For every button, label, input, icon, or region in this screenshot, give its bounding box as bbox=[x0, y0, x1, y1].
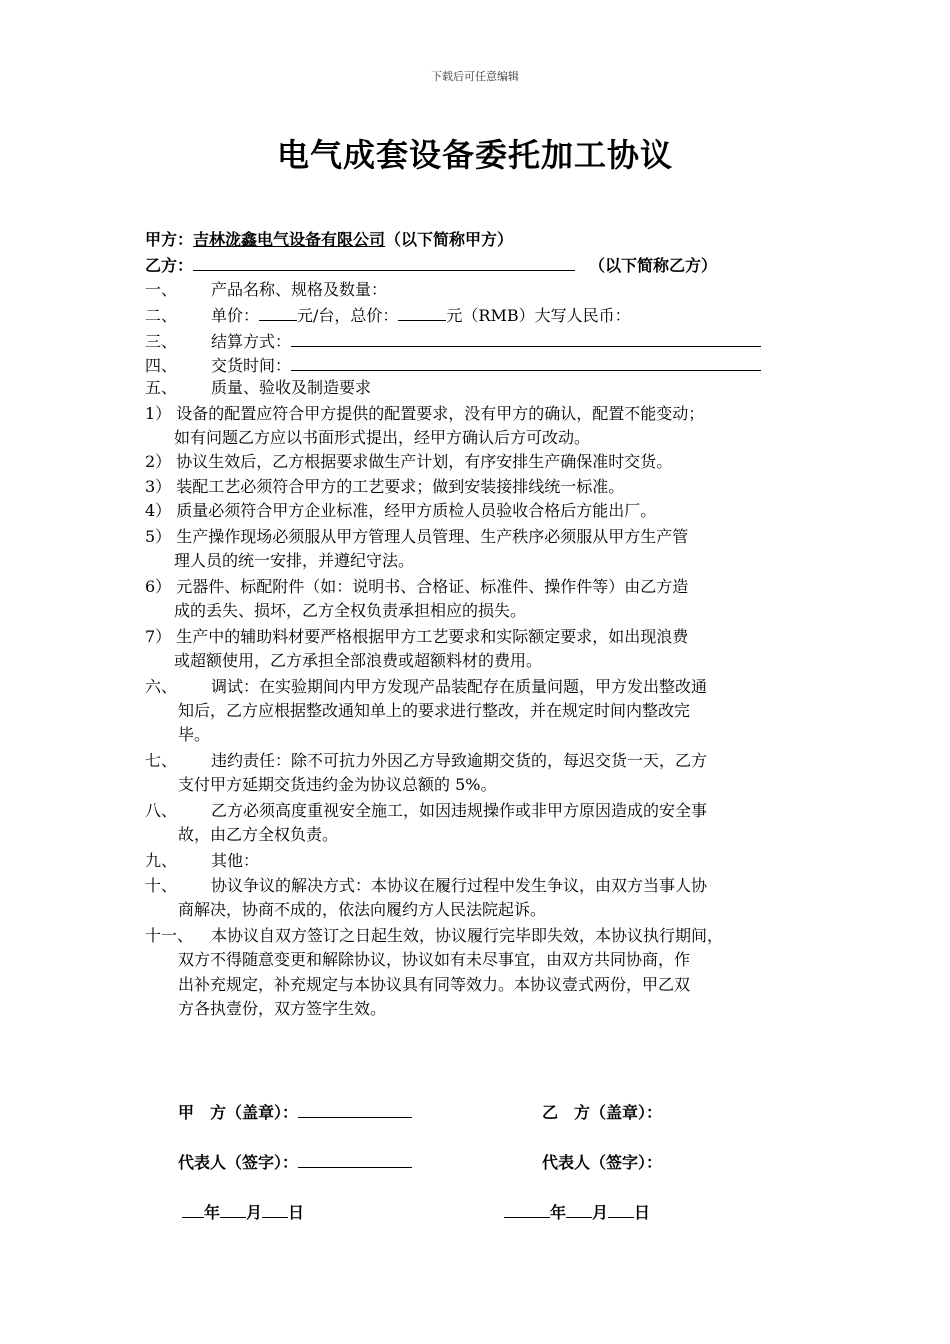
unit-price-blank[interactable] bbox=[259, 304, 297, 321]
clause-11-line-1: 本协议自双方签订之日起生效，协议履行完毕即失效，本协议执行期间， bbox=[211, 926, 724, 945]
clause-7-line-1: 违约责任：除不可抗力外因乙方导致逾期交货的，每迟交货一天，乙方 bbox=[211, 751, 708, 770]
party-a-year-blank[interactable] bbox=[182, 1201, 204, 1218]
total-price-blank[interactable] bbox=[398, 304, 446, 321]
sub-item-1: 1） 设备的配置应符合甲方提供的配置要求，没有甲方的确认，配置不能变动； bbox=[145, 404, 705, 423]
clause-9-num: 九、 bbox=[145, 851, 178, 870]
party-a-year-label: 年 bbox=[204, 1203, 221, 1222]
sub-item-4: 4） 质量必须符合甲方企业标准，经甲方质检人员验收合格后方能出厂。 bbox=[145, 501, 657, 520]
party-b-year-label: 年 bbox=[550, 1203, 567, 1222]
party-b-blank[interactable] bbox=[193, 254, 575, 271]
party-b-day-label: 日 bbox=[634, 1203, 651, 1222]
party-b-line bbox=[145, 254, 717, 276]
party-a-line bbox=[145, 230, 513, 250]
party-a-rep-blank[interactable] bbox=[298, 1151, 412, 1168]
item-2 bbox=[145, 304, 631, 326]
item-1-num: 一、 bbox=[145, 280, 178, 299]
clause-10-line-2: 商解决，协商不成的，依法向履约方人民法院起诉。 bbox=[178, 900, 547, 919]
sub-item-7: 7） 生产中的辅助料材要严格根据甲方工艺要求和实际额定要求，如出现浪费 bbox=[145, 627, 689, 646]
item-4-text: 交货时间： bbox=[211, 356, 292, 375]
party-b-seal-label: 乙 方（盖章）： bbox=[542, 1103, 663, 1122]
settlement-blank[interactable] bbox=[291, 330, 761, 347]
clause-11 bbox=[145, 926, 723, 946]
item-1 bbox=[145, 280, 387, 300]
clause-10-line-1: 协议争议的解决方式：本协议在履行过程中发生争议，由双方当事人协 bbox=[211, 876, 708, 895]
sub-item-6-cont: 成的丢失、损坏，乙方全权负责承担相应的损失。 bbox=[174, 601, 527, 620]
party-a-rep-line bbox=[178, 1150, 412, 1173]
party-a-seal-line bbox=[178, 1100, 412, 1123]
clause-6-line-1: 调试：在实验期间内甲方发现产品装配存在质量问题，甲方发出整改通 bbox=[211, 677, 708, 696]
party-a-name: 吉林泷鑫电气设备有限公司 bbox=[193, 230, 386, 249]
clause-11-line-3: 出补充规定，补充规定与本协议具有同等效力。本协议壹式两份，甲乙双 bbox=[178, 975, 691, 994]
item-5 bbox=[145, 378, 371, 398]
item-5-text: 质量、验收及制造要求 bbox=[211, 378, 372, 397]
clause-11-num: 十一、 bbox=[145, 926, 194, 945]
header-note: 下载后可任意编辑 bbox=[431, 70, 519, 83]
party-a-date-line bbox=[182, 1200, 304, 1223]
clause-11-line-2: 双方不得随意变更和解除协议，协议如有未尽事宜，由双方共同协商，作 bbox=[178, 950, 691, 969]
clause-7-line-2: 支付甲方延期交货违约金为协议总额的 5%。 bbox=[178, 775, 497, 794]
delivery-time-blank[interactable] bbox=[291, 354, 761, 371]
sub-item-5: 5） 生产操作现场必须服从甲方管理人员管理、生产秩序必须服从甲方生产管 bbox=[145, 527, 689, 546]
item-2-total-label: 元/台，总价： bbox=[297, 306, 399, 325]
party-b-month-label: 月 bbox=[592, 1203, 609, 1222]
item-5-num: 五、 bbox=[145, 378, 178, 397]
clause-9-line-1: 其他： bbox=[211, 851, 260, 870]
party-a-month-blank[interactable] bbox=[220, 1201, 246, 1218]
party-a-seal-blank[interactable] bbox=[298, 1101, 412, 1118]
party-a-suffix: （以下简称甲方） bbox=[385, 230, 514, 249]
item-3 bbox=[145, 330, 761, 352]
party-a-month-label: 月 bbox=[246, 1203, 263, 1222]
item-4-num: 四、 bbox=[145, 356, 178, 375]
party-b-date-line bbox=[504, 1200, 650, 1223]
item-2-unit-price-label: 单价： bbox=[211, 306, 260, 325]
party-b-rep-label: 代表人（签字）： bbox=[542, 1153, 663, 1172]
party-a-day-label: 日 bbox=[288, 1203, 305, 1222]
clause-8 bbox=[145, 801, 707, 821]
clause-11-line-4: 方各执壹份，双方签字生效。 bbox=[178, 999, 387, 1018]
sub-item-3: 3） 装配工艺必须符合甲方的工艺要求；做到安装接排线统一标准。 bbox=[145, 477, 625, 496]
sub-item-5-cont: 理人员的统一安排，并遵纪守法。 bbox=[174, 551, 415, 570]
sub-item-6: 6） 元器件、标配附件（如：说明书、合格证、标准件、操作件等）由乙方造 bbox=[145, 577, 689, 596]
clause-7-num: 七、 bbox=[145, 751, 178, 770]
party-b-suffix: （以下简称乙方） bbox=[589, 256, 718, 275]
clause-6-num: 六、 bbox=[145, 677, 178, 696]
clause-6 bbox=[145, 677, 707, 697]
item-3-text: 结算方式： bbox=[211, 332, 292, 351]
sub-item-7-cont: 或超额使用，乙方承担全部浪费或超额料材的费用。 bbox=[174, 651, 543, 670]
clause-10-num: 十、 bbox=[145, 876, 178, 895]
clause-9 bbox=[145, 851, 259, 871]
clause-8-line-2: 故，由乙方全权负责。 bbox=[178, 825, 339, 844]
party-a-seal-label: 甲 方（盖章）： bbox=[178, 1103, 299, 1122]
item-2-currency-label: 元（RMB）大写人民币： bbox=[446, 306, 631, 325]
clause-6-line-3: 毕。 bbox=[178, 725, 211, 744]
clause-6-line-2: 知后，乙方应根据整改通知单上的要求进行整改，并在规定时间内整改完 bbox=[178, 701, 691, 720]
clause-8-num: 八、 bbox=[145, 801, 178, 820]
sub-item-2: 2） 协议生效后，乙方根据要求做生产计划，有序安排生产确保准时交货。 bbox=[145, 452, 673, 471]
party-a-rep-label: 代表人（签字）： bbox=[178, 1153, 299, 1172]
party-b-year-blank[interactable] bbox=[504, 1201, 550, 1218]
item-2-num: 二、 bbox=[145, 306, 178, 325]
item-4 bbox=[145, 354, 761, 376]
party-a-label: 甲方： bbox=[145, 230, 194, 249]
clause-7 bbox=[145, 751, 707, 771]
item-1-text: 产品名称、规格及数量： bbox=[211, 280, 388, 299]
party-a-day-blank[interactable] bbox=[262, 1201, 288, 1218]
party-b-month-blank[interactable] bbox=[566, 1201, 592, 1218]
party-b-label: 乙方： bbox=[145, 256, 194, 275]
sub-item-1-cont: 如有问题乙方应以书面形式提出，经甲方确认后方可改动。 bbox=[174, 428, 591, 447]
clause-10 bbox=[145, 876, 707, 896]
item-3-num: 三、 bbox=[145, 332, 178, 351]
clause-8-line-1: 乙方必须高度重视安全施工，如因违规操作或非甲方原因造成的安全事 bbox=[211, 801, 708, 820]
document-title: 电气成套设备委托加工协议 bbox=[276, 136, 673, 174]
party-b-day-blank[interactable] bbox=[608, 1201, 634, 1218]
